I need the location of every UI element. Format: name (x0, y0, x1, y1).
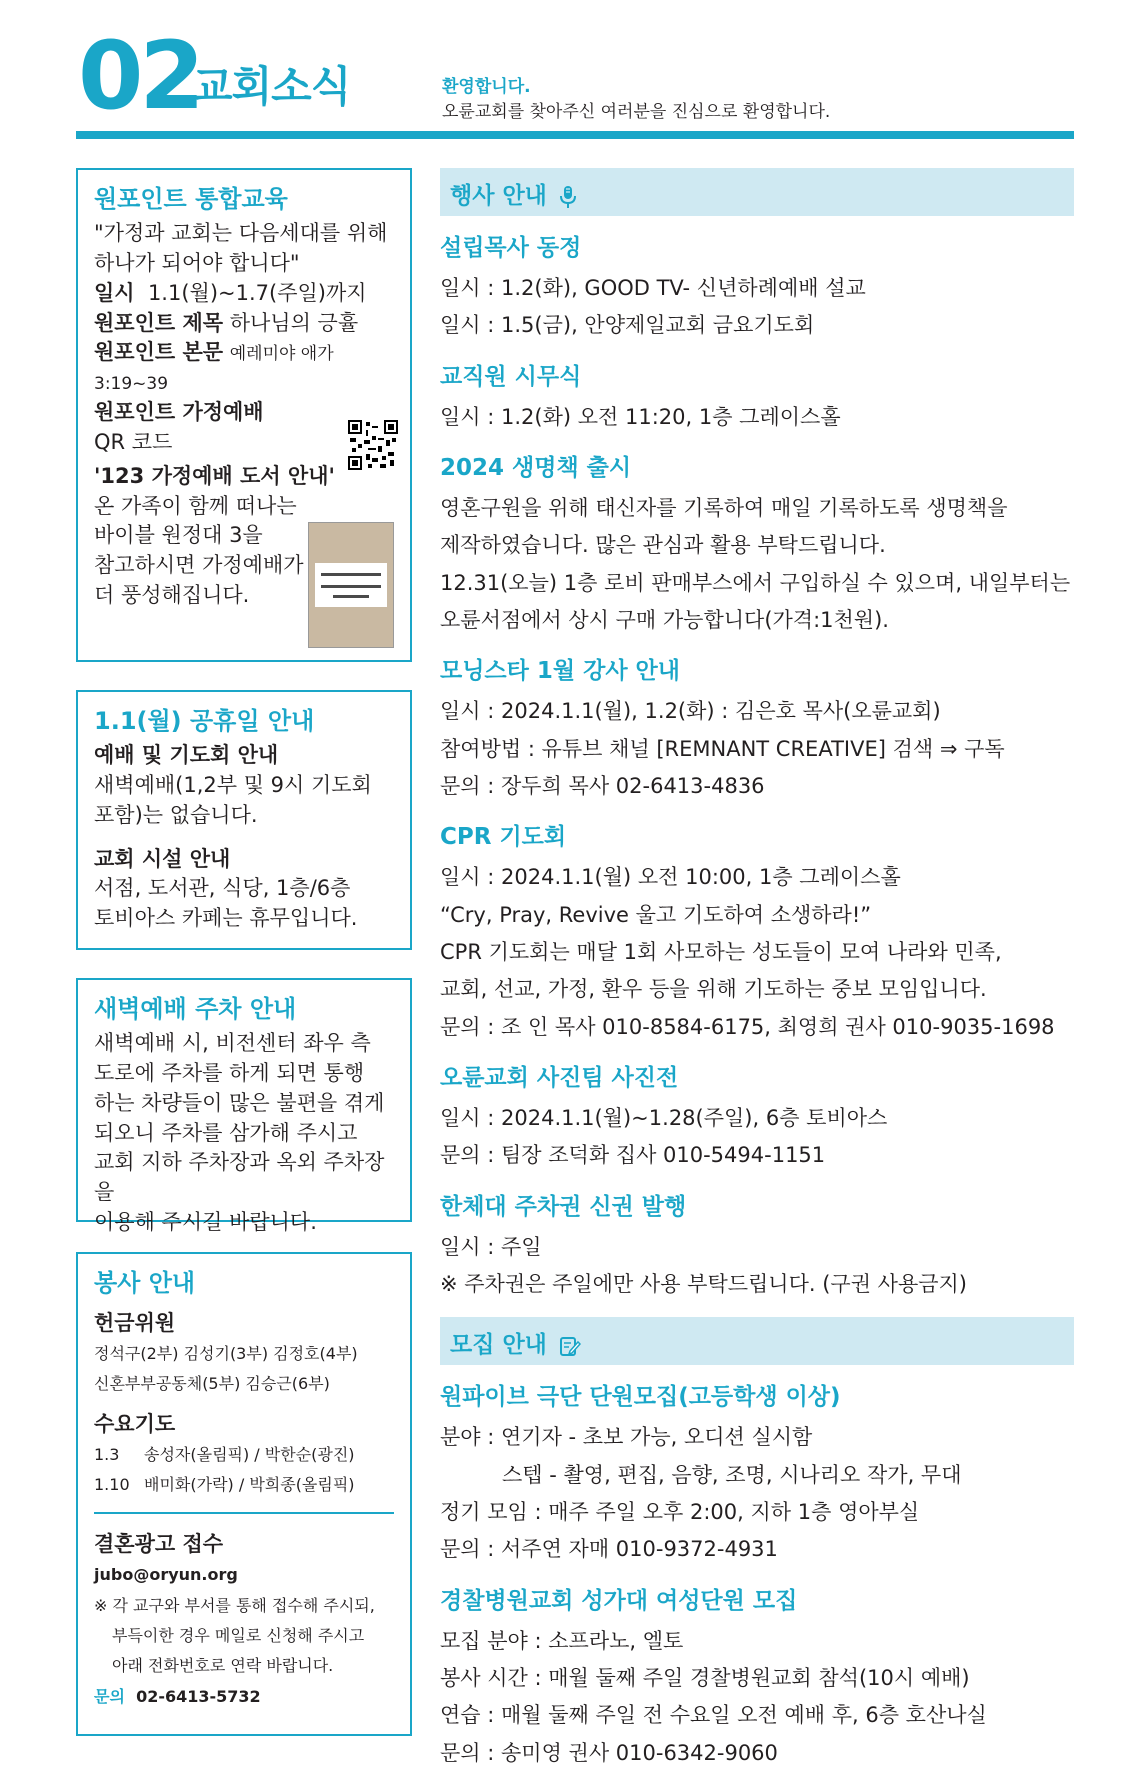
holiday-worship-1: 새벽예배(1,2부 및 9시 기도회 (94, 773, 372, 797)
recruit-line: 스텝 - 촬영, 편집, 음향, 조명, 시나리오 작가, 무대 (502, 1462, 962, 1487)
recruit-line: 봉사 시간 : 매월 둘째 주일 경찰병원교회 참석(10시 예배) (440, 1666, 970, 1691)
event-line: 일시 : 2024.1.1(월), 1.2(화) : 김은호 목사(오륜교회) (440, 699, 941, 724)
event-item (440, 823, 1074, 1046)
parking-line-6: 이용해 주시길 바랍니다. (94, 1210, 317, 1235)
events-band-title: 행사 안내 (450, 183, 547, 209)
parking-line-5: 교회 지하 주차장과 옥외 주차장을 (94, 1150, 385, 1205)
event-title: CPR 기도회 (440, 824, 567, 851)
section-title: 교회소식 (192, 62, 351, 111)
onepoint-text-value: 예레미야 애가 3:19~39 (94, 344, 334, 395)
recruit-line: 연습 : 매월 둘째 주일 전 수요일 오전 예배 후, 6층 호산나실 (440, 1703, 987, 1728)
onepoint-books-4: 더 풍성해집니다. (94, 582, 250, 607)
wedding-ad-email[interactable]: jubo@oryun.org (94, 1565, 238, 1585)
onepoint-books-title: '123 가정예배 도서 안내' (94, 463, 335, 488)
service-divider (94, 1512, 394, 1514)
event-line: 일시 : 1.2(화) 오전 11:20, 1층 그레이스홀 (440, 404, 841, 429)
recruit-line: 문의 : 송미영 권사 010-6342-9060 (440, 1740, 778, 1765)
page-number: 02 (78, 22, 201, 131)
page-header (0, 0, 1142, 150)
holiday-worship-title: 예배 및 기도회 안내 (94, 743, 279, 768)
contact-phone: 02-6413-5732 (136, 1686, 261, 1706)
offering-line-1: 정석구(2부) 김성기(3부) 김정호(4부) (94, 1344, 358, 1363)
event-item (440, 657, 1074, 805)
event-title: 설립목사 동정 (440, 235, 582, 261)
wedding-ad-title: 결혼광고 접수 (94, 1532, 224, 1557)
event-title: 교직원 시무식 (440, 363, 582, 390)
recruit-line: 문의 : 서주연 자매 010-9372-4931 (440, 1537, 778, 1562)
onepoint-quote-1: "가정과 교회는 다음세대를 위해 (94, 221, 388, 246)
onepoint-subject-label: 원포인트 제목 (94, 310, 224, 335)
recruit-item (440, 1587, 1074, 1772)
event-line: 12.31(오늘) 1층 로비 판매부스에서 구입하실 수 있으며, 내일부터는 (440, 570, 1071, 595)
parking-line-3: 하는 차량들이 많은 불편을 겪게 (94, 1090, 385, 1115)
wedding-ad-note-2: 부득이한 경우 메일로 신청해 주시고 (112, 1625, 365, 1645)
onepoint-title: 원포인트 통합교육 (94, 185, 288, 213)
service-title: 봉사 안내 (94, 1269, 196, 1297)
contact-label: 문의 (94, 1686, 125, 1706)
event-line: 일시 : 2024.1.1(월)~1.28(주일), 6층 토비아스 (440, 1105, 888, 1130)
header-divider (76, 131, 1074, 139)
events-band (440, 168, 1074, 216)
event-line: 일시 : 1.2(화), GOOD TV- 신년하례예배 설교 (440, 275, 866, 300)
welcome-text: 오륜교회를 찾아주신 여러분을 진심으로 환영합니다. (442, 102, 831, 122)
service-info-box (76, 1252, 412, 1736)
edit-note-icon (559, 1335, 581, 1357)
holiday-worship-2: 포함)는 없습니다. (94, 802, 258, 827)
parking-title: 새벽예배 주차 안내 (94, 995, 297, 1023)
onepoint-date-label: 일시 (94, 280, 135, 305)
event-line: 일시 : 2024.1.1(월) 오전 10:00, 1층 그레이스홀 (440, 865, 901, 890)
welcome-title: 환영합니다. (442, 77, 531, 97)
onepoint-text-label: 원포인트 본문 (94, 340, 224, 365)
event-line: 교회, 선교, 가정, 환우 등을 위해 기도하는 중보 모임입니다. (440, 977, 987, 1002)
holiday-facility-1: 서점, 도서관, 식당, 1층/6층 (94, 876, 351, 901)
qr-code-icon[interactable] (348, 420, 398, 470)
event-line: 오륜서점에서 상시 구매 가능합니다(가격:1천원). (440, 607, 889, 632)
prayer-title: 수요기도 (94, 1411, 176, 1436)
event-line: ※ 주차권은 주일에만 사용 부탁드립니다. (구권 사용금지) (440, 1271, 967, 1296)
onepoint-education-box (76, 168, 412, 662)
event-title: 오륜교회 사진팀 사진전 (440, 1065, 679, 1092)
holiday-facility-2: 토비아스 카페는 휴무입니다. (94, 906, 358, 931)
wedding-ad-note-1: ※ 각 교구와 부서를 통해 접수해 주시되, (94, 1595, 375, 1615)
parking-line-2: 도로에 주차를 하게 되면 통행 (94, 1061, 365, 1085)
book-cover-image (308, 522, 394, 648)
offering-line-2: 신혼부부공동체(5부) 김승근(6부) (94, 1374, 330, 1394)
onepoint-quote-2: 하나가 되어야 합니다" (94, 251, 300, 275)
event-line: 제작하였습니다. 많은 관심과 활용 부탁드립니다. (440, 533, 886, 558)
recruit-title: 원파이브 극단 단원모집(고등학생 이상) (440, 1384, 841, 1411)
recruit-line: 모집 분야 : 소프라노, 엘토 (440, 1628, 684, 1653)
parking-line-1: 새벽예배 시, 비전센터 좌우 측 (94, 1031, 371, 1056)
offering-title: 헌금위원 (94, 1311, 176, 1336)
event-line: “Cry, Pray, Revive 울고 기도하여 소생하라!” (440, 902, 872, 927)
prayer-row: 1.3 송성자(올림픽) / 박한순(광진) (94, 1444, 355, 1464)
event-line: 문의 : 조 인 목사 010-8584-6175, 최영희 권사 010-9035-1698 (440, 1014, 1055, 1039)
recruit-line: 분야 : 연기자 - 초보 가능, 오디션 실시함 (440, 1425, 813, 1450)
event-line: 참여방법 : 유튜브 채널 [REMNANT CREATIVE] 검색 ⇒ 구독 (440, 736, 1005, 761)
prayer-row: 1.10 배미화(가락) / 박희종(올림픽) (94, 1474, 355, 1494)
parking-info-box (76, 978, 412, 1235)
event-line: 문의 : 팀장 조덕화 집사 010-5494-1151 (440, 1143, 826, 1168)
holiday-info-box (76, 690, 412, 950)
event-title: 한체대 주차권 신권 발행 (440, 1193, 687, 1220)
event-line: 일시 : 1.5(금), 안양제일교회 금요기도회 (440, 313, 815, 338)
onepoint-books-2: 바이블 원정대 3을 (94, 523, 263, 548)
event-line: 영혼구원을 위해 태신자를 기록하여 매일 기록하도록 생명책을 (440, 495, 1008, 520)
wedding-ad-note-3: 아래 전화번호로 연락 바랍니다. (112, 1656, 334, 1676)
onepoint-books-1: 온 가족이 함께 떠나는 (94, 493, 297, 518)
event-line: 문의 : 장두희 목사 02-6413-4836 (440, 773, 765, 798)
event-title: 모닝스타 1월 강사 안내 (440, 658, 680, 685)
onepoint-worship-label: 원포인트 가정예배 (94, 400, 264, 425)
holiday-facility-title: 교회 시설 안내 (94, 846, 231, 871)
event-item (440, 234, 1074, 345)
event-item (440, 363, 1074, 436)
recruit-line: 정기 모임 : 매주 주일 오후 2:00, 지하 1층 영아부실 (440, 1500, 920, 1524)
recruit-item (440, 1383, 1074, 1568)
onepoint-subject-value: 하나님의 긍휼 (229, 310, 359, 335)
event-line: CPR 기도회는 매달 1회 사모하는 성도들이 모여 나라와 민족, (440, 939, 1002, 964)
recruit-title: 경찰병원교회 성가대 여성단원 모집 (440, 1587, 798, 1614)
event-title: 2024 생명책 출시 (440, 454, 632, 481)
event-item (440, 454, 1074, 639)
event-item (440, 1193, 1074, 1304)
recruit-band-title: 모집 안내 (450, 1332, 547, 1359)
event-line: 일시 : 주일 (440, 1234, 542, 1259)
parking-line-4: 되오니 주차를 삼가해 주시고 (94, 1120, 358, 1145)
event-item (440, 1064, 1074, 1175)
onepoint-books-3: 참고하시면 가정예배가 (94, 553, 304, 578)
recruit-band (440, 1317, 1074, 1365)
onepoint-qr-label: QR 코드 (94, 429, 173, 454)
holiday-title: 1.1(월) 공휴일 안내 (94, 707, 315, 735)
microphone-icon (559, 185, 577, 209)
right-column (440, 168, 1074, 1772)
onepoint-date-value: 1.1(월)~1.7(주일)까지 (147, 280, 367, 305)
